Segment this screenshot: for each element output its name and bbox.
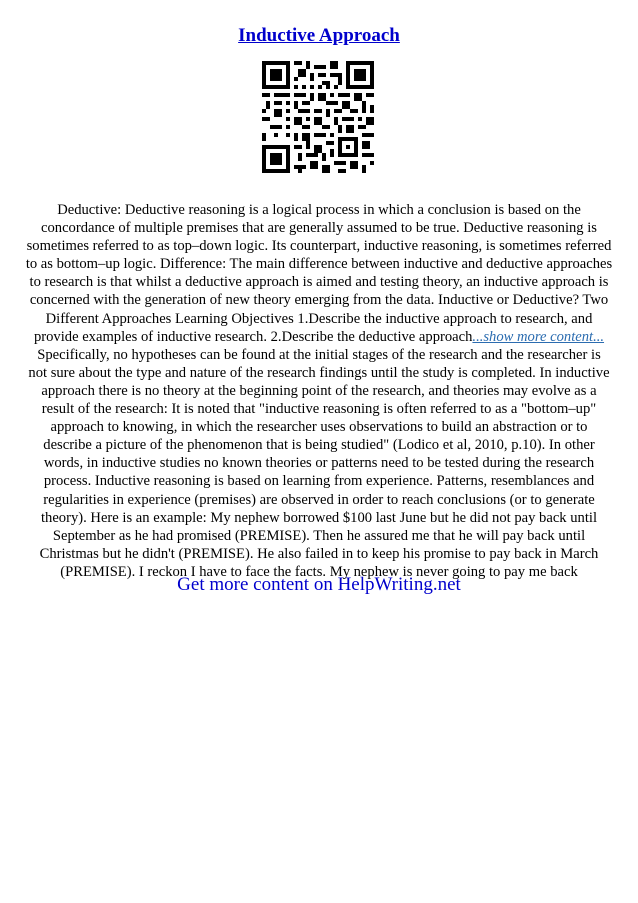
body-line: Christmas but he didn't (PREMISE). He also failed in to keep his promise to pay back in March — [39, 545, 599, 562]
body-line: approach there is no theory at the beginning point of the research, and theories may evolve as a — [41, 382, 597, 399]
body-line: approach to knowing, in which the researcher uses observations to build an abstraction or to — [50, 419, 588, 436]
body-line: concordance of multiple premises that are generally assumed to be true. Deductive reasoning is — [41, 220, 597, 237]
get-more-content-link[interactable]: Get more content on HelpWriting.net — [177, 574, 461, 595]
body-line: words, in inductive studies no known theories or patterns need to be tested during the research — [43, 455, 595, 472]
body-line: concerned with the generation of new theory emerging from the data. Inductive or Deductive? Two — [29, 292, 609, 309]
article-body — [4, 201, 634, 581]
show-more-link[interactable]: ...show more content... — [472, 328, 605, 345]
body-line: process. Inductive reasoning is based on learning from experience. Patterns, resemblances and — [43, 473, 595, 490]
body-line: Specifically, no hypotheses can be found at the initial stages of the research and the researcher is — [37, 346, 601, 363]
body-line: sometimes referred to as top–down logic. Its counterpart, inductive reasoning, is sometimes referred — [26, 238, 612, 255]
body-line: not sure about the type and nature of the research findings until the study is completed. In inductive — [28, 364, 610, 381]
body-line: Different Approaches Learning Objectives 1.Describe the inductive approach to research, and — [45, 310, 593, 327]
body-line: describe a picture of the phenomenon that is being studied" (Lodico et al, 2010, p.10). In other — [43, 437, 595, 454]
body-line-with-link — [4, 328, 634, 346]
qr-code — [262, 61, 374, 173]
body-line: regularities in experience (premises) are observed in order to reach conclusions (or to generate — [43, 491, 595, 508]
body-line: to as bottom–up logic. Difference: The main difference between inductive and deductive approaches — [25, 256, 613, 273]
body-line: result of the research: It is noted that "inductive reasoning is often referred to as a "bottom–up" — [41, 401, 597, 418]
document-title-link[interactable]: Inductive Approach — [238, 25, 400, 46]
body-line-text: provide examples of inductive research. 2.Describe the deductive approach — [33, 328, 473, 345]
body-line: theory). Here is an example: My nephew borrowed $100 last June but he did not pay back until — [40, 509, 598, 526]
body-line: (PREMISE). I reckon I have to face the facts. My nephew is never going to pay me back — [60, 563, 578, 580]
body-line: Deductive: Deductive reasoning is a logical process in which a conclusion is based on the — [57, 202, 581, 218]
body-line: September as he had promised (PREMISE). Then he assured me that he will pay back until — [52, 527, 586, 544]
body-line: to research is that whilst a deductive approach is aimed and testing theory, an inductive approach is — [29, 274, 609, 291]
